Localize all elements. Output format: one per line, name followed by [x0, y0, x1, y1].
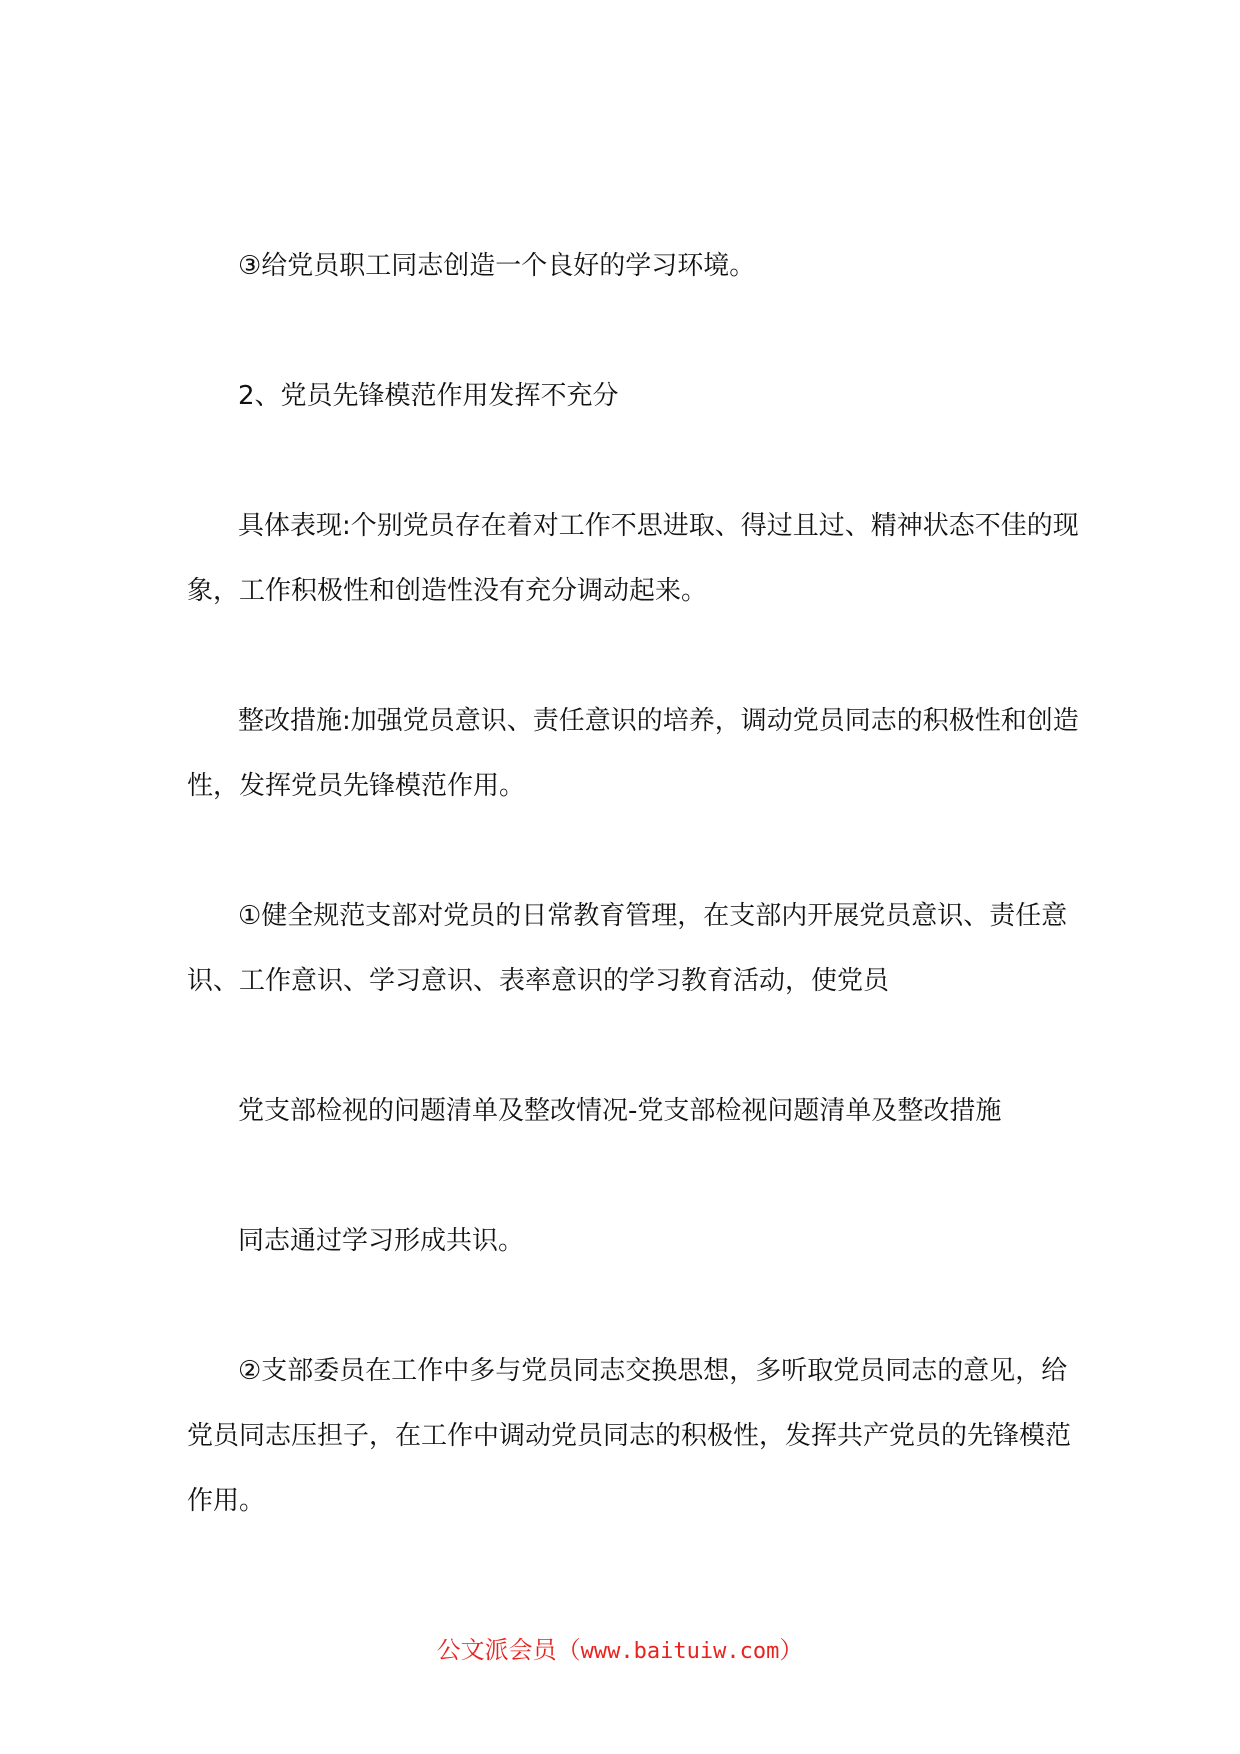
paragraph-line: 性，发挥党员先锋模范作用。	[187, 771, 526, 801]
footer-suffix: ）	[779, 1636, 804, 1664]
paragraph-line: 党员同志压担子，在工作中调动党员同志的积极性，发挥共产党员的先锋模范	[187, 1421, 1072, 1451]
section-heading: 2、党员先锋模范作用发挥不充分	[238, 381, 619, 411]
paragraph-line: ①健全规范支部对党员的日常教育管理，在支部内开展党员意识、责任意	[238, 901, 1068, 931]
paragraph-line: ②支部委员在工作中多与党员同志交换思想，多听取党员同志的意见，给	[238, 1356, 1068, 1386]
paragraph-line: 作用。	[187, 1486, 266, 1516]
footer-url: www.baituiw.com	[580, 1639, 780, 1664]
footer-watermark	[0, 1630, 1240, 1665]
paragraph-line: 具体表现:个别党员存在着对工作不思进取、得过且过、精神状态不佳的现	[238, 511, 1079, 541]
document-title-line: 党支部检视的问题清单及整改情况-党支部检视问题清单及整改措施	[238, 1096, 1002, 1126]
footer-prefix: 公文派会员（	[436, 1636, 581, 1664]
paragraph-line: 识、工作意识、学习意识、表率意识的学习教育活动，使党员	[187, 966, 890, 996]
paragraph-line: ③给党员职工同志创造一个良好的学习环境。	[238, 251, 756, 281]
paragraph-line: 同志通过学习形成共识。	[238, 1226, 525, 1256]
paragraph-line: 整改措施:加强党员意识、责任意识的培养，调动党员同志的积极性和创造	[238, 706, 1079, 736]
paragraph-line: 象，工作积极性和创造性没有充分调动起来。	[187, 576, 708, 606]
